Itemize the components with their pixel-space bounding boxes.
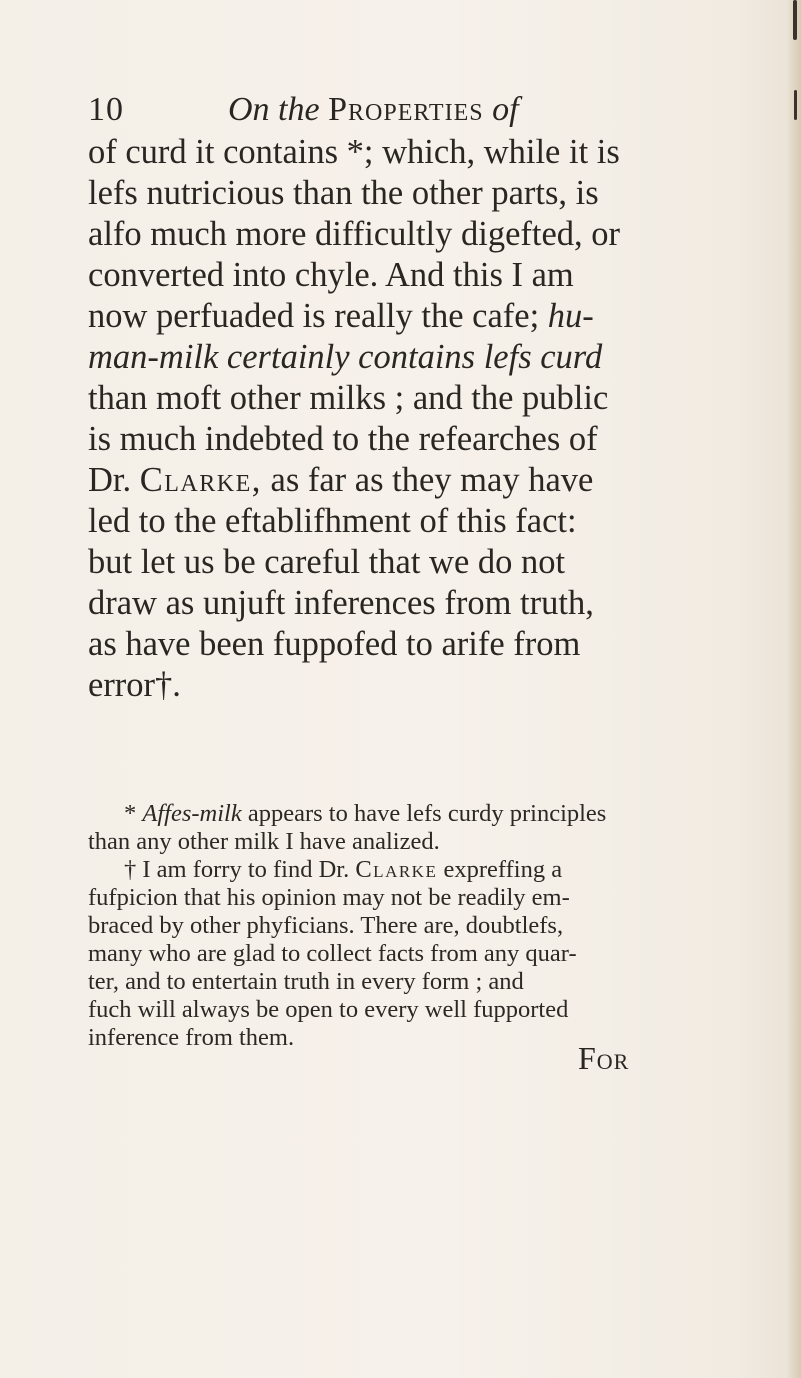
footnote-line: inference from them. xyxy=(88,1024,295,1051)
footnote-text: appears to have lefs curdy principles xyxy=(247,800,607,827)
footnotes xyxy=(88,800,653,1052)
body-italic-word: hu- xyxy=(547,297,594,335)
body-line xyxy=(88,296,668,337)
footnote-marker: * xyxy=(124,800,137,827)
footnote-line xyxy=(88,800,653,828)
body-line-text: now perfuaded is really the cafe; xyxy=(88,297,540,335)
body-line: man-milk certainly contains lefs curd xyxy=(88,338,603,376)
footnote-text: expreffing a xyxy=(443,856,563,883)
body-line: draw as unjuft inferences from truth, xyxy=(88,584,594,622)
footnote-line: braced by other phyficians. There are, doubtlefs, xyxy=(88,912,564,939)
running-title-italic: On the xyxy=(228,91,320,128)
footnote-line: fufpicion that his opinion may not be readily em- xyxy=(88,884,570,911)
running-header xyxy=(88,88,608,132)
body-line: error†. xyxy=(88,666,181,704)
page-number: 10 xyxy=(88,91,124,128)
body-line: but let us be careful that we do not xyxy=(88,543,566,581)
page-edge-mark xyxy=(793,0,797,40)
body-text xyxy=(88,132,668,706)
footnote-line xyxy=(88,856,653,884)
body-line: of curd it contains *; which, while it is xyxy=(88,133,620,171)
footnote-line: many who are glad to collect facts from any quar- xyxy=(88,940,577,967)
body-line: than moft other milks ; and the public xyxy=(88,379,609,417)
footnote-line: fuch will always be open to every well fupported xyxy=(88,996,569,1023)
footnote-line: ter, and to entertain truth in every form ; and xyxy=(88,968,524,995)
page-edge-mark xyxy=(794,90,797,120)
body-line xyxy=(88,460,668,501)
author-name: Clarke, xyxy=(139,461,262,499)
body-line: converted into chyle. And this I am xyxy=(88,256,574,294)
body-line: led to the eftablifhment of this fact: xyxy=(88,502,577,540)
body-line-text: Dr. xyxy=(88,461,132,499)
running-title-smallcaps: Properties xyxy=(328,91,484,128)
footnote-italic: Affes-milk xyxy=(142,800,242,827)
body-line: is much indebted to the refearches of xyxy=(88,420,598,458)
footnote-line: than any other milk I have analized. xyxy=(88,828,440,855)
running-title xyxy=(228,88,519,132)
running-title-italic-end: of xyxy=(492,91,519,128)
catchword: For xyxy=(578,1040,630,1076)
body-line-text: as far as they may have xyxy=(270,461,594,499)
body-line: as have been fuppofed to arife from xyxy=(88,625,581,663)
page-edge xyxy=(787,0,801,1378)
body-line: alfo much more difficultly digefted, or xyxy=(88,215,621,253)
footnote-text: † I am forry to find Dr. xyxy=(124,856,350,883)
body-line: lefs nutricious than the other parts, is xyxy=(88,174,599,212)
author-name: Clarke xyxy=(355,856,438,883)
